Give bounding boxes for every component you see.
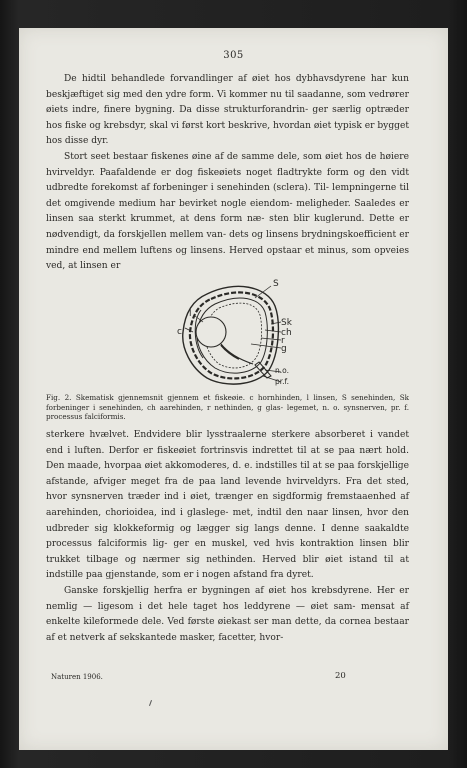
stray-mark bbox=[149, 700, 152, 706]
text-line: dets og linsens brydningskoefficient er mindre end mellem luftens og bbox=[46, 229, 409, 256]
text-line: linsens. Herved opstaar et minus, som opveies ved, at linsen er bbox=[46, 245, 409, 272]
text-line: høiere hvirveldyr. Paafaldende er dog fiskeøiets noget fladtrykte form bbox=[46, 151, 409, 178]
text-line: Ganske forskjellig herfra er bygningen af øiet hos krebsdyrene. bbox=[64, 585, 373, 596]
text-line: hvordan øiet typisk er bygget hos disse dyr. bbox=[46, 120, 409, 147]
label-c: c bbox=[177, 327, 182, 337]
label-S: S bbox=[273, 279, 279, 289]
text-line: lægger sig langs denne. I denne saakaldte processus falciformis lig- bbox=[46, 523, 409, 550]
body-text-top bbox=[46, 72, 409, 275]
processus-falciformis bbox=[221, 344, 253, 364]
label-r: r bbox=[281, 336, 285, 346]
text-line: vandet end i luften. Derfor er fiskeøiet fortrinsvis indrettet til at se bbox=[46, 430, 409, 456]
label-Sk: Sk bbox=[281, 318, 292, 328]
text-line: sten blir kuglerund. Dette er nødvendigt, da forskjellen mellem van- bbox=[46, 214, 409, 240]
paragraph bbox=[46, 584, 409, 646]
label-ch: ch bbox=[281, 328, 292, 338]
lens bbox=[196, 317, 226, 347]
text-line: mensat af enkelte kileformede dele. Ved første øiekast ser man dette, bbox=[46, 601, 409, 628]
body-text-bottom bbox=[46, 428, 409, 646]
text-line: De hidtil behandlede forvandlinger af øiet hos dybhavsdyrene har bbox=[64, 74, 387, 84]
paragraph bbox=[46, 428, 409, 584]
paragraph bbox=[46, 72, 409, 150]
book-page bbox=[19, 28, 448, 750]
text-line: en sigdformig fremstaaenhed af aarehinden, chorioidea, ind i glaslege- bbox=[46, 492, 409, 518]
label-g: g bbox=[281, 344, 287, 354]
text-line: da cornea bestaar af et netverk af sekskantede masker, facetter, hvor- bbox=[46, 617, 409, 643]
paragraph bbox=[46, 150, 409, 275]
caption-line: S senehinden, Sk forbeninger i senehinden, ch aarehinden, r nethinden, g glas- bbox=[46, 393, 409, 412]
text-line: meligheder. Saaledes er linsen saa sterkt krummet, at dens form næ- bbox=[46, 198, 409, 225]
text-line: ger en muskel, ved hvis kontraktion linsen blir trukket tilbage og bbox=[46, 539, 409, 565]
text-line: lempningerne til det omgivende medium har bevirket nogle eiendom- bbox=[46, 183, 409, 209]
figure-caption bbox=[46, 393, 409, 422]
footer-journal-name: Naturen 1906. bbox=[51, 673, 103, 681]
caption-line: Fig. 2. Skematisk gjennemsnit gjennem et fiskeøie. c hornhinden, l linsen, bbox=[46, 393, 338, 402]
label-no: n.o. bbox=[275, 366, 289, 375]
text-line: gjenstande, som er i nogen afstand fra dyret. bbox=[105, 570, 314, 581]
text-line: hvirveldyrs. Fra det sted, hvor synsnerven træder ind i øiet, trænger bbox=[46, 476, 409, 503]
text-line: til at se paa forskjellige afstande, afviger meget fra de paa land levende bbox=[46, 461, 409, 487]
text-line: og den vidt udbredte forekomst af forbeninger i senehinden (sclera). Til- bbox=[46, 167, 409, 194]
caption-line: legemet, n. o. synsnerven, pr. f. processus falciformis. bbox=[46, 402, 410, 422]
text-line: nærmer sig nethinden. Herved blir øiet istand til at indstille paa bbox=[46, 554, 409, 581]
page-number: 305 bbox=[223, 50, 244, 61]
footer-signature-number: 20 bbox=[335, 671, 346, 681]
text-line: ger særlig optræder hos fiske og krebsdyr, skal vi først kort beskrive, bbox=[46, 105, 409, 131]
text-line: Her er nemlig — ligesom i det hele taget hos leddyrene — øiet sam- bbox=[46, 585, 410, 612]
text-line: kun beskjæftiget sig med den ydre form. Vi kommer nu til saadanne, bbox=[46, 74, 409, 100]
fish-eye-diagram bbox=[155, 272, 295, 392]
text-line: Stort seet bestaar fiskenes øine af de samme dele, som øiet hos de bbox=[64, 151, 377, 162]
label-prf: pr.f. bbox=[275, 377, 290, 386]
text-line: paa nært hold. Den maade, hvorpaa øiet akkomoderes, d. e. indstilles bbox=[46, 445, 409, 472]
text-line: met, indtil den naar linsen, hvor den udbreder sig klokkeformig og bbox=[46, 507, 409, 534]
label-l: l bbox=[189, 309, 192, 319]
text-line: sterkere hvælvet. Endvidere blir lysstraalerne sterkere absorberet i bbox=[46, 430, 373, 440]
text-line: som vedrører øiets indre, finere bygning. Da disse strukturforandrin- bbox=[46, 89, 409, 116]
eye-diagram-figure bbox=[155, 272, 295, 392]
